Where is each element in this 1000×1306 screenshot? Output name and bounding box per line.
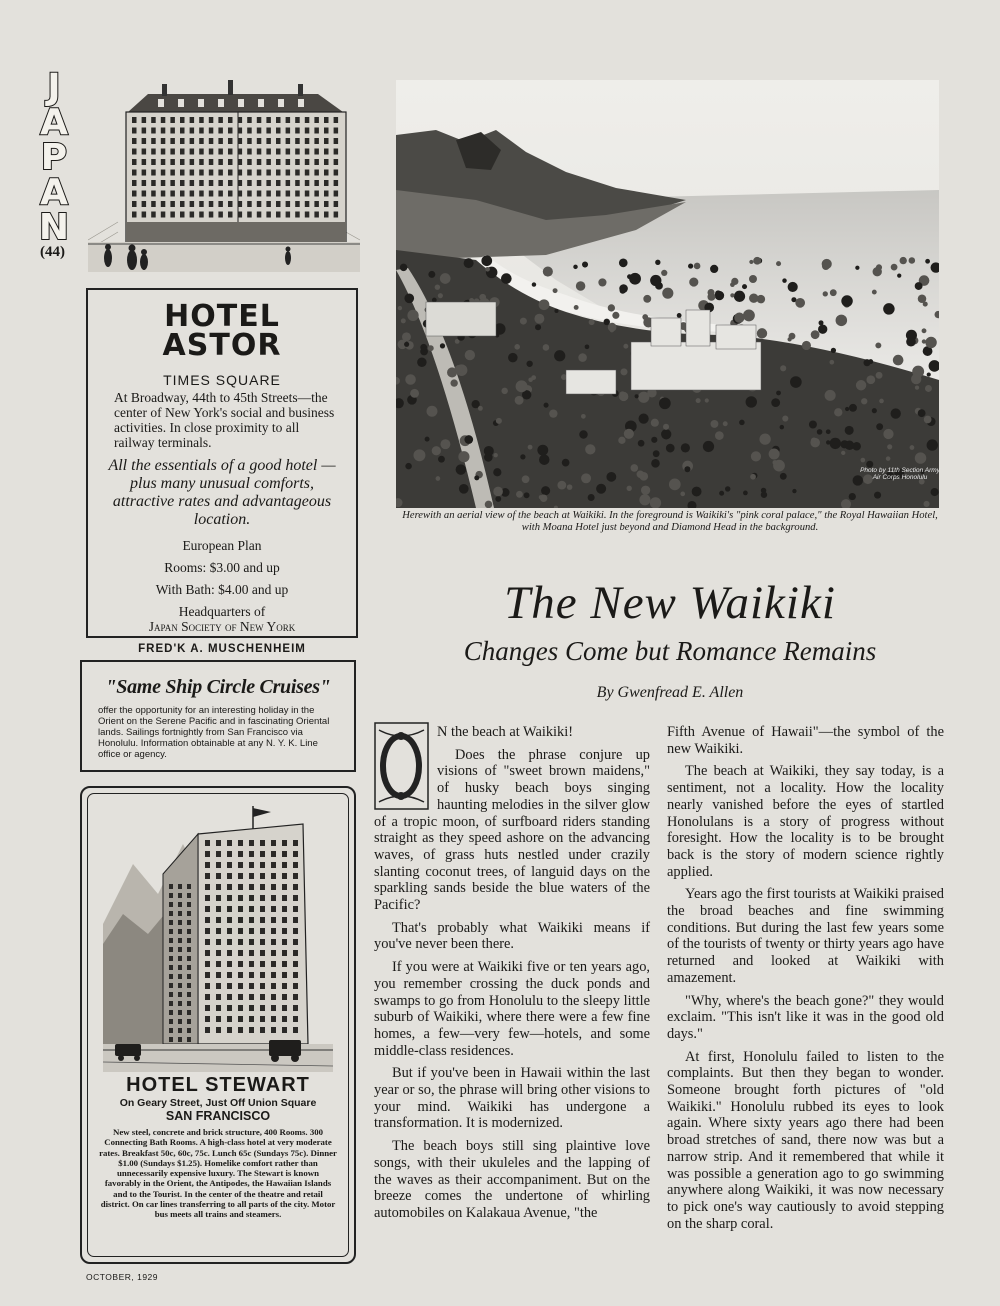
astor-manager: FRED'K A. MUSCHENHEIM — [138, 643, 306, 655]
side-title — [36, 67, 72, 248]
stewart-name: HOTEL STEWART — [126, 1074, 310, 1096]
side-title-letter: A — [40, 102, 68, 143]
side-title-letter: N — [38, 207, 70, 248]
astor-headquarters — [88, 604, 356, 634]
hotel-astor-illustration — [88, 72, 360, 272]
astor-name-line1: HOTEL — [164, 299, 280, 334]
article-column-2 — [667, 724, 944, 1238]
same-ship-description: offer the opportunity for an interesting holiday in the Orient on the Serene Pacific and in fascinating Oriental lands. Sailings fortnightly from San Francisco via Honolulu. Information obtainable at any N. Y. K. Line office or agency. — [98, 705, 330, 760]
side-title-letter: A — [40, 172, 68, 213]
stewart-city: SAN FRANCISCO — [165, 1109, 271, 1123]
same-ship-cruises-ad — [80, 660, 356, 772]
article-subtitle: Changes Come but Romance Remains — [463, 636, 877, 666]
paragraph: N the beach at Waikiki! — [437, 724, 574, 740]
paragraph: Does the phrase conjure up visions of "sweet brown maidens," of husky beach boys singing haunting melodies in the silver glow of a tropic moon, of surfboard riders standing straight as they speed ashore on the advancing waves, of grass huts nestled under crazily slanting coconut trees, of languid days on the sparkling sands beside the blue waters of the Pacific? — [374, 746, 650, 914]
same-ship-name: "Same Ship Circle Cruises" — [105, 676, 331, 698]
paragraph: That's probably what Waikiki means if you've never been there. — [374, 919, 650, 953]
astor-name — [88, 299, 356, 363]
hotel-stewart-ad — [80, 786, 356, 1264]
paragraph: The beach at Waikiki, they say today, is a sentiment, not a locality. How the locality nearly vanished before the eyes of startled Honolulans is a story of progress without foresight. How the locality is to be brought back is the story of modern science rightly applied. — [667, 763, 944, 880]
astor-description: At Broadway, 44th to 45th Streets—the center of New York's social and business activities. In close proximity to all railway terminals. — [114, 390, 335, 450]
aerial-photo-waikiki — [396, 80, 939, 508]
astor-tagline: All the essentials of a good hotel —plus many unusual comforts, attractive rates and advantageous location. — [108, 457, 336, 528]
astor-name-line2: ASTOR — [162, 328, 282, 363]
paragraph: If you were at Waikiki five or ten years ago, you remember crossing the duck ponds and swamps to go from Honolulu to the sleepy little suburb of Waikiki, where there were a few fine homes, a few—very few—hotels, and some middle-class residences. — [374, 959, 650, 1059]
astor-hq-line2: Japan Society of New York — [148, 619, 296, 634]
paragraph: At first, Honolulu failed to listen to the complaints. But then they began to wonder. Someone brought forth pictures of "old Waikiki." Honolulu rubbed its eyes to look again. Where sixty years ago there had been broad stretches of sand, there now was but a narrow strip. And it remembered that while it was possible a generation ago to go swimming anywhere along Waikiki, it was now necessary to pick one's way cautiously to avoid stepping on the sharp coral. — [667, 1048, 944, 1232]
photo-credit: Photo by 11th Section Army Air Corps Honolulu — [860, 467, 940, 481]
stewart-description: New steel, concrete and brick structure, 400 Rooms. 300 Connecting Bath Rooms. A high-class hotel at very moderate rates. Breakfast 50c, 60c, 75c. Lunch 65c (Sundays 75c). Dinner $1.00 (Sundays $1.25). Homelike comfort rather than unnecessarily expensive luxury. The Stewart is known favorably in the Orient, the Antipodes, the Hawaiian Islands and to the Tourist. In the center of the theatre and retail district. On car lines transferring to all parts of the city. Motor bus meets all trains and steamers. — [99, 1127, 337, 1220]
astor-location: TIMES SQUARE — [163, 372, 281, 388]
side-title-letter: P — [40, 137, 68, 178]
hotel-stewart-illustration — [103, 804, 333, 1072]
paragraph: But if you've been in Hawaii within the last year or so, the phrase will bring other visions to your mind. Waikiki has undergone a transformation. It is modernized. — [374, 1065, 650, 1132]
footer-date: OCTOBER, 1929 — [86, 1272, 159, 1282]
paragraph: "Why, where's the beach gone?" they would exclaim. "This isn't like it was in the good old days." — [667, 992, 944, 1042]
paragraph: Years ago the first tourists at Waikiki praised the broad beaches and fine swimming conditions. But during the last few years some of the tourists of twenty or thirty years ago have returned and looked at Waikiki with amazement. — [667, 886, 944, 986]
article-title: The New Waikiki — [504, 577, 836, 629]
paragraph: Fifth Avenue of Hawaii"—the symbol of the new Waikiki. — [667, 724, 944, 757]
drop-cap-o-ornament — [374, 722, 429, 810]
article-column-1 — [374, 724, 650, 1228]
astor-hq-line1: Headquarters of — [178, 604, 266, 619]
paragraph: The beach boys still sing plaintive love songs, with their ukuleles and the lapping of the waves as their accompaniment. But on the breeze comes the undertone of whirling automobiles on Kalakaua Avenue, "the — [374, 1138, 650, 1221]
hotel-astor-ad — [86, 288, 358, 655]
stewart-location: On Geary Street, Just Off Union Square — [119, 1097, 317, 1109]
astor-with-bath: With Bath: $4.00 and up — [155, 582, 289, 597]
page-number: (44) — [40, 244, 65, 260]
side-title-letter: J — [47, 67, 61, 108]
hotel-stewart-inner-frame — [87, 793, 349, 1257]
photo-caption: Herewith an aerial view of the beach at Waikiki. In the foreground is Waikiki's "pink coral palace," the Royal Hawaiian Hotel, with Moana Hotel just beyond and Diamond Head in the background. — [402, 510, 938, 533]
astor-plan: European Plan — [182, 538, 262, 553]
astor-rooms: Rooms: $3.00 and up — [164, 560, 280, 575]
article-byline: By Gwenfread E. Allen — [596, 684, 744, 701]
